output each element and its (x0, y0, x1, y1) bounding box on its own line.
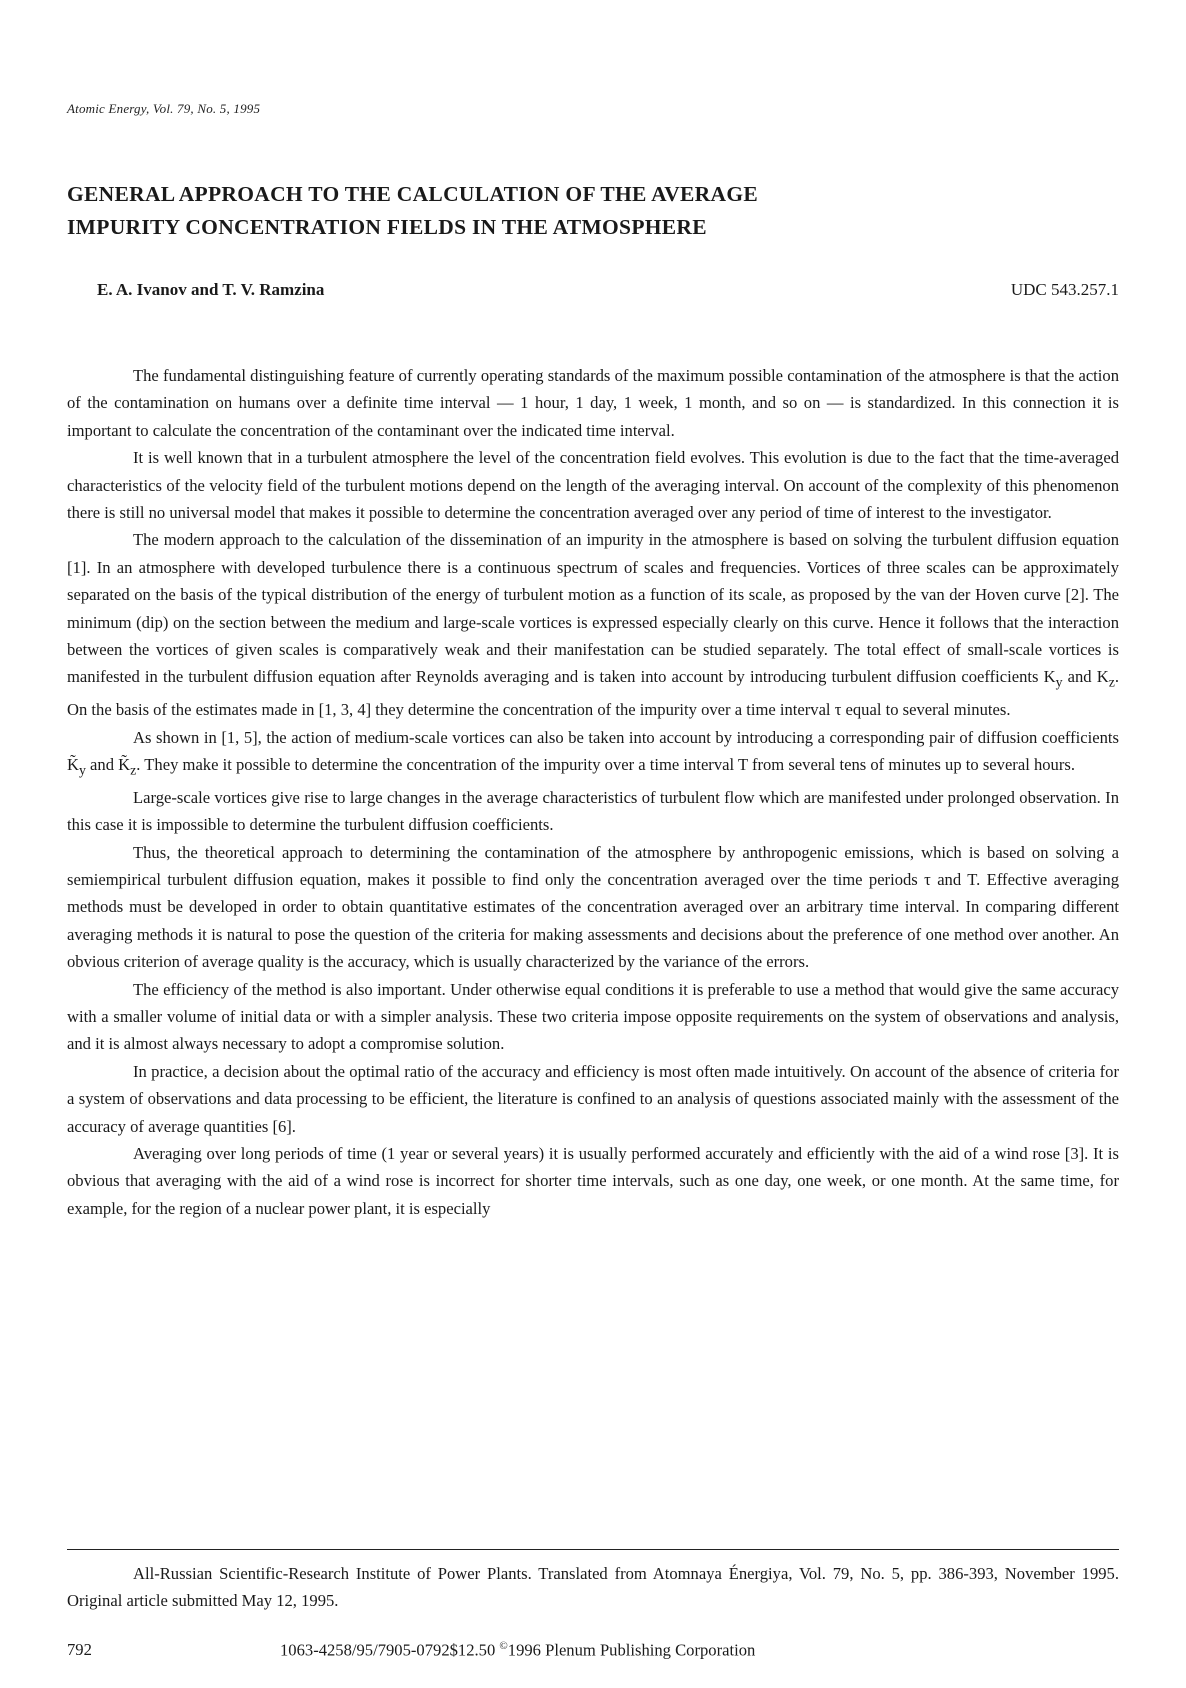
paragraph-3-mid: and K (1062, 667, 1109, 687)
paragraph-3-tail: . On the basis of the estimates made in [1, 3, 4] they determine the concentration of the impurity over a time interval τ equal to several minutes. (67, 667, 1119, 720)
journal-header: Atomic Energy, Vol. 79, No. 5, 1995 (67, 101, 261, 116)
paragraph-4-mid: and K̃ (85, 755, 131, 774)
udc-code: UDC 543.257.1 (1010, 280, 1119, 299)
paragraph-8: In practice, a decision about the optimal ratio of the accuracy and efficiency is most often made intuitively. On account of the absence of criteria for a system of observations and data processing to be efficient, the literature is confined to an analysis of questions associated mainly with the assessment of the accuracy of average quantities [6]. (67, 1061, 1119, 1136)
paragraph-4-text: As shown in [1, 5], the action of medium-scale vortices can also be taken into account by introducing a corresponding pair of diffusion coefficients K̃ (67, 727, 1119, 774)
footnote-divider (67, 1549, 1119, 1550)
article-body (67, 362, 1119, 1222)
paragraph-4 (67, 724, 1119, 784)
paragraph-9: Averaging over long periods of time (1 year or several years) it is usually performed accurately and efficiently with the aid of a wind rose [3]. It is obvious that averaging with the aid of a wind rose is incorrect for shorter time intervals, such as one day, one week, or one month. At the same time, for example, for the region of a nuclear power plant, it is especially (67, 1144, 1119, 1218)
paragraph-6: Thus, the theoretical approach to determining the contamination of the atmosphere by anthropogenic emissions, which is based on solving a semiempirical turbulent diffusion equation, makes it possible to find only the concentration averaged over the time periods τ and T. Effective averaging methods must be developed in order to obtain quantitative estimates of the concentration averaged over an arbitrary time interval. In comparing different averaging methods it is natural to pose the question of the criteria for making assessments and decisions about the preference of one method over another. An obvious criterion of average quality is the accuracy, which is usually characterized by the variance of the errors. (67, 842, 1119, 972)
paragraph-7: The efficiency of the method is also important. Under otherwise equal conditions it is preferable to use a method that would give the same accuracy with a smaller volume of initial data or with a simpler analysis. These two criteria impose opposite requirements on the system of observations and analysis, and it is almost always necessary to adopt a compromise solution. (67, 979, 1119, 1054)
subscript-y: y (78, 762, 86, 778)
subscript-z: z (130, 762, 137, 778)
copyright-symbol: © (499, 1640, 508, 1652)
paragraph-1: The fundamental distinguishing feature of currently operating standards of the maximum possible contamination of the atmosphere is that the action of the contamination on humans over a definite time interval — 1 hour, 1 day, 1 week, 1 month, and so on — is standardized. In this connection it is important to calculate the concentration of the contaminant over the indicated time interval. (67, 366, 1119, 440)
paragraph-2: It is well known that in a turbulent atmosphere the level of the concentration field evolves. This evolution is due to the fact that the time-averaged characteristics of the velocity field of the turbulent motions depend on the length of the averaging interval. On account of the complexity of this phenomenon there is still no universal model that makes it possible to determine the concentration averaged over any period of time of interest to the investigator. (67, 448, 1119, 523)
article-title-line-1: GENERAL APPROACH TO THE CALCULATION OF THE AVERAGE (67, 182, 759, 206)
subscript-y: y (1055, 674, 1063, 690)
authors: E. A. Ivanov and T. V. Ramzina (97, 280, 325, 299)
paragraph-3-text: The modern approach to the calculation of the dissemination of an impurity in the atmosphere is based on solving the turbulent diffusion equation [1]. In an atmosphere with developed turbulence there is a continuous spectrum of scales and frequencies. Vortices of three scales can be approximately separated on the basis of the typical distribution of the energy of turbulent motion as a function of its scale, as proposed by the van der Hoven curve [2]. The minimum (dip) on the section between the medium and large-scale vortices is expressed especially clearly on this curve. Hence it follows that the interaction between the vortices of given scales is comparatively weak and their manifestation can be studied separately. The total effect of small-scale vortices is manifested in the turbulent diffusion equation after Reynolds averaging and is taken into account by introducing turbulent diffusion coefficients K (67, 530, 1119, 687)
subscript-z: z (1108, 674, 1115, 690)
paragraph-4-tail: . They make it possible to determine the concentration of the impurity over a time interval T from several tens of minutes up to several hours. (136, 755, 1075, 774)
paragraph-5: Large-scale vortices give rise to large changes in the average characteristics of turbulent flow which are manifested under prolonged observation. In this case it is impossible to determine the turbulent diffusion coefficients. (67, 787, 1119, 835)
page-number: 792 (67, 1640, 92, 1659)
article-title-line-2: IMPURITY CONCENTRATION FIELDS IN THE ATMOSPHERE (67, 215, 707, 239)
copyright-line (280, 1640, 755, 1661)
article-title (67, 178, 1117, 244)
copyright-text: 1996 Plenum Publishing Corporation (507, 1640, 756, 1660)
paragraph-3 (67, 526, 1119, 723)
copyright-code: 1063-4258/95/7905-0792$12.50 (280, 1640, 496, 1660)
footnote: All-Russian Scientific-Research Institute of Power Plants. Translated from Atomnaya Énergiya, Vol. 79, No. 5, pp. 386-393, November 1995. Original article submitted May 12, 1995. (67, 1564, 1119, 1611)
